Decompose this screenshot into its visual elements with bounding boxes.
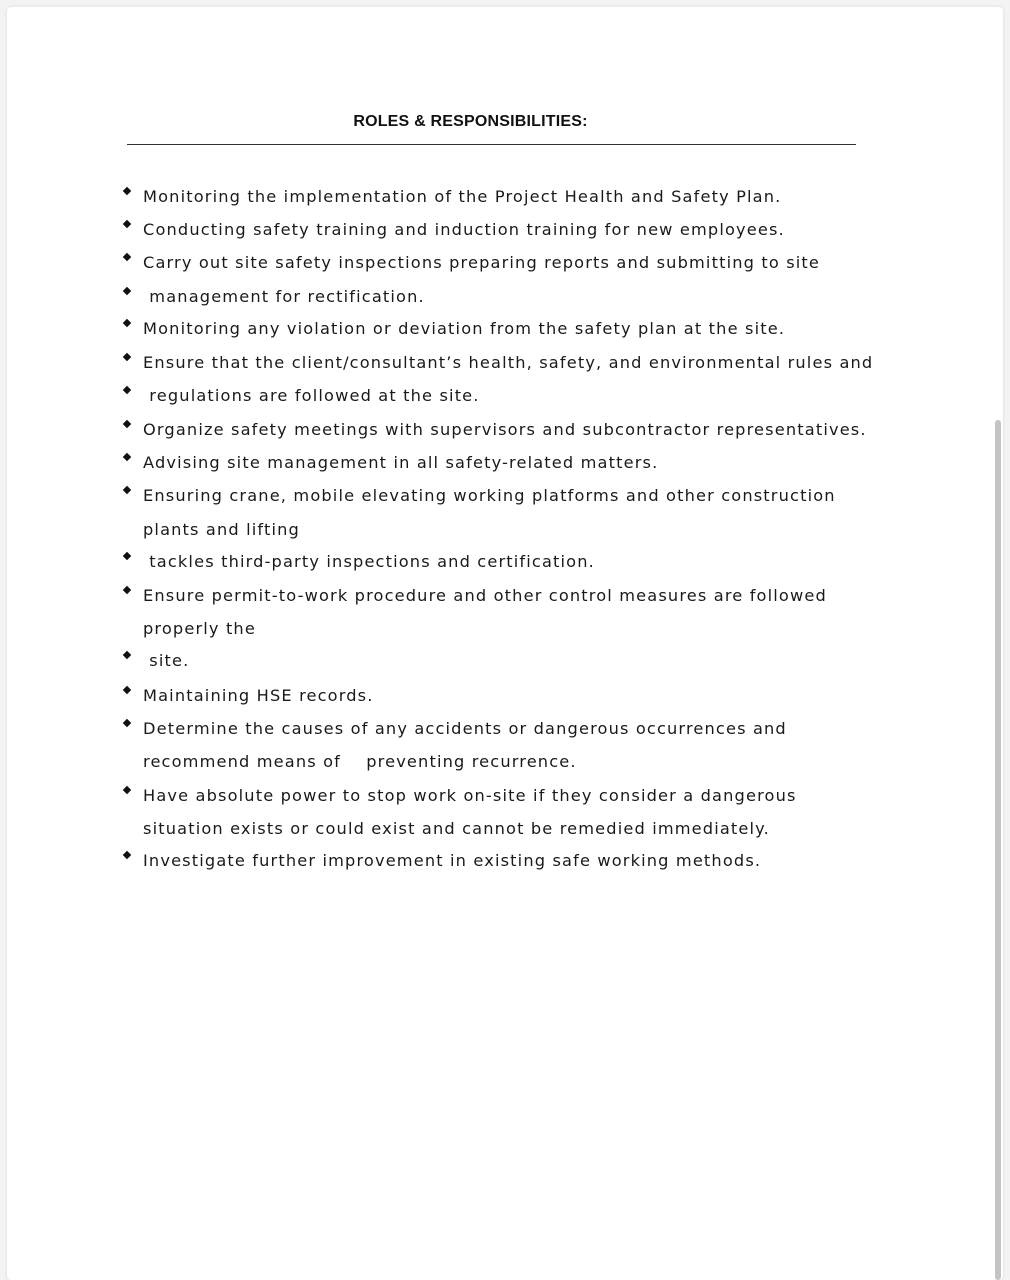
bullet-icon — [123, 253, 131, 261]
list-item-text: Monitoring the implementation of the Project Health and Safety Plan. — [143, 187, 782, 206]
document-page — [7, 7, 1003, 1280]
list-item-text: Organize safety meetings with supervisors and subcontractor representatives. — [143, 420, 867, 439]
bullet-icon — [123, 287, 131, 295]
bullet-icon — [123, 552, 131, 560]
list-item-text: Determine the causes of any accidents or dangerous occurrences and — [143, 719, 787, 738]
bullet-icon — [123, 220, 131, 228]
bullet-icon — [123, 420, 131, 428]
bullet-icon — [123, 386, 131, 394]
bullet-icon — [123, 486, 131, 494]
list-item-text: Carry out site safety inspections preparing reports and submitting to site — [143, 253, 821, 272]
list-item-text: Maintaining HSE records. — [143, 686, 374, 705]
bullet-icon — [123, 651, 131, 659]
title-divider — [127, 144, 856, 145]
list-item-text: tackles third-party inspections and certification. — [143, 552, 595, 571]
list-item-text: Have absolute power to stop work on-site if they consider a dangerous — [143, 786, 797, 805]
list-item-text: management for rectification. — [143, 287, 425, 306]
list-item-text: Conducting safety training and induction training for new employees. — [143, 220, 785, 239]
list-item-text: Advising site management in all safety-related matters. — [143, 453, 659, 472]
list-item-text: recommend means of preventing recurrence. — [143, 752, 577, 771]
list-item-text: plants and lifting — [143, 520, 300, 539]
list-item-text: Ensuring crane, mobile elevating working platforms and other construction — [143, 486, 836, 505]
list-item-text: situation exists or could exist and cannot be remedied immediately. — [143, 819, 770, 838]
bullet-icon — [123, 353, 131, 361]
vertical-scrollbar[interactable] — [995, 420, 1001, 1280]
bullet-icon — [123, 851, 131, 859]
bullet-icon — [123, 786, 131, 794]
list-item-text: Monitoring any violation or deviation from the safety plan at the site. — [143, 319, 786, 338]
list-item-text: Ensure permit-to-work procedure and other control measures are followed — [143, 586, 827, 605]
section-title: ROLES & RESPONSIBILITIES: — [353, 113, 588, 130]
bullet-icon — [123, 586, 131, 594]
bullet-icon — [123, 187, 131, 195]
bullet-icon — [123, 453, 131, 461]
list-item-text: properly the — [143, 619, 256, 638]
bullet-icon — [123, 686, 131, 694]
list-item-text: site. — [143, 651, 190, 670]
list-item-text: regulations are followed at the site. — [143, 386, 480, 405]
bullet-icon — [123, 319, 131, 327]
list-item-text: Investigate further improvement in existing safe working methods. — [143, 851, 762, 870]
bullet-icon — [123, 719, 131, 727]
list-item-text: Ensure that the client/consultant’s health, safety, and environmental rules and — [143, 353, 874, 372]
